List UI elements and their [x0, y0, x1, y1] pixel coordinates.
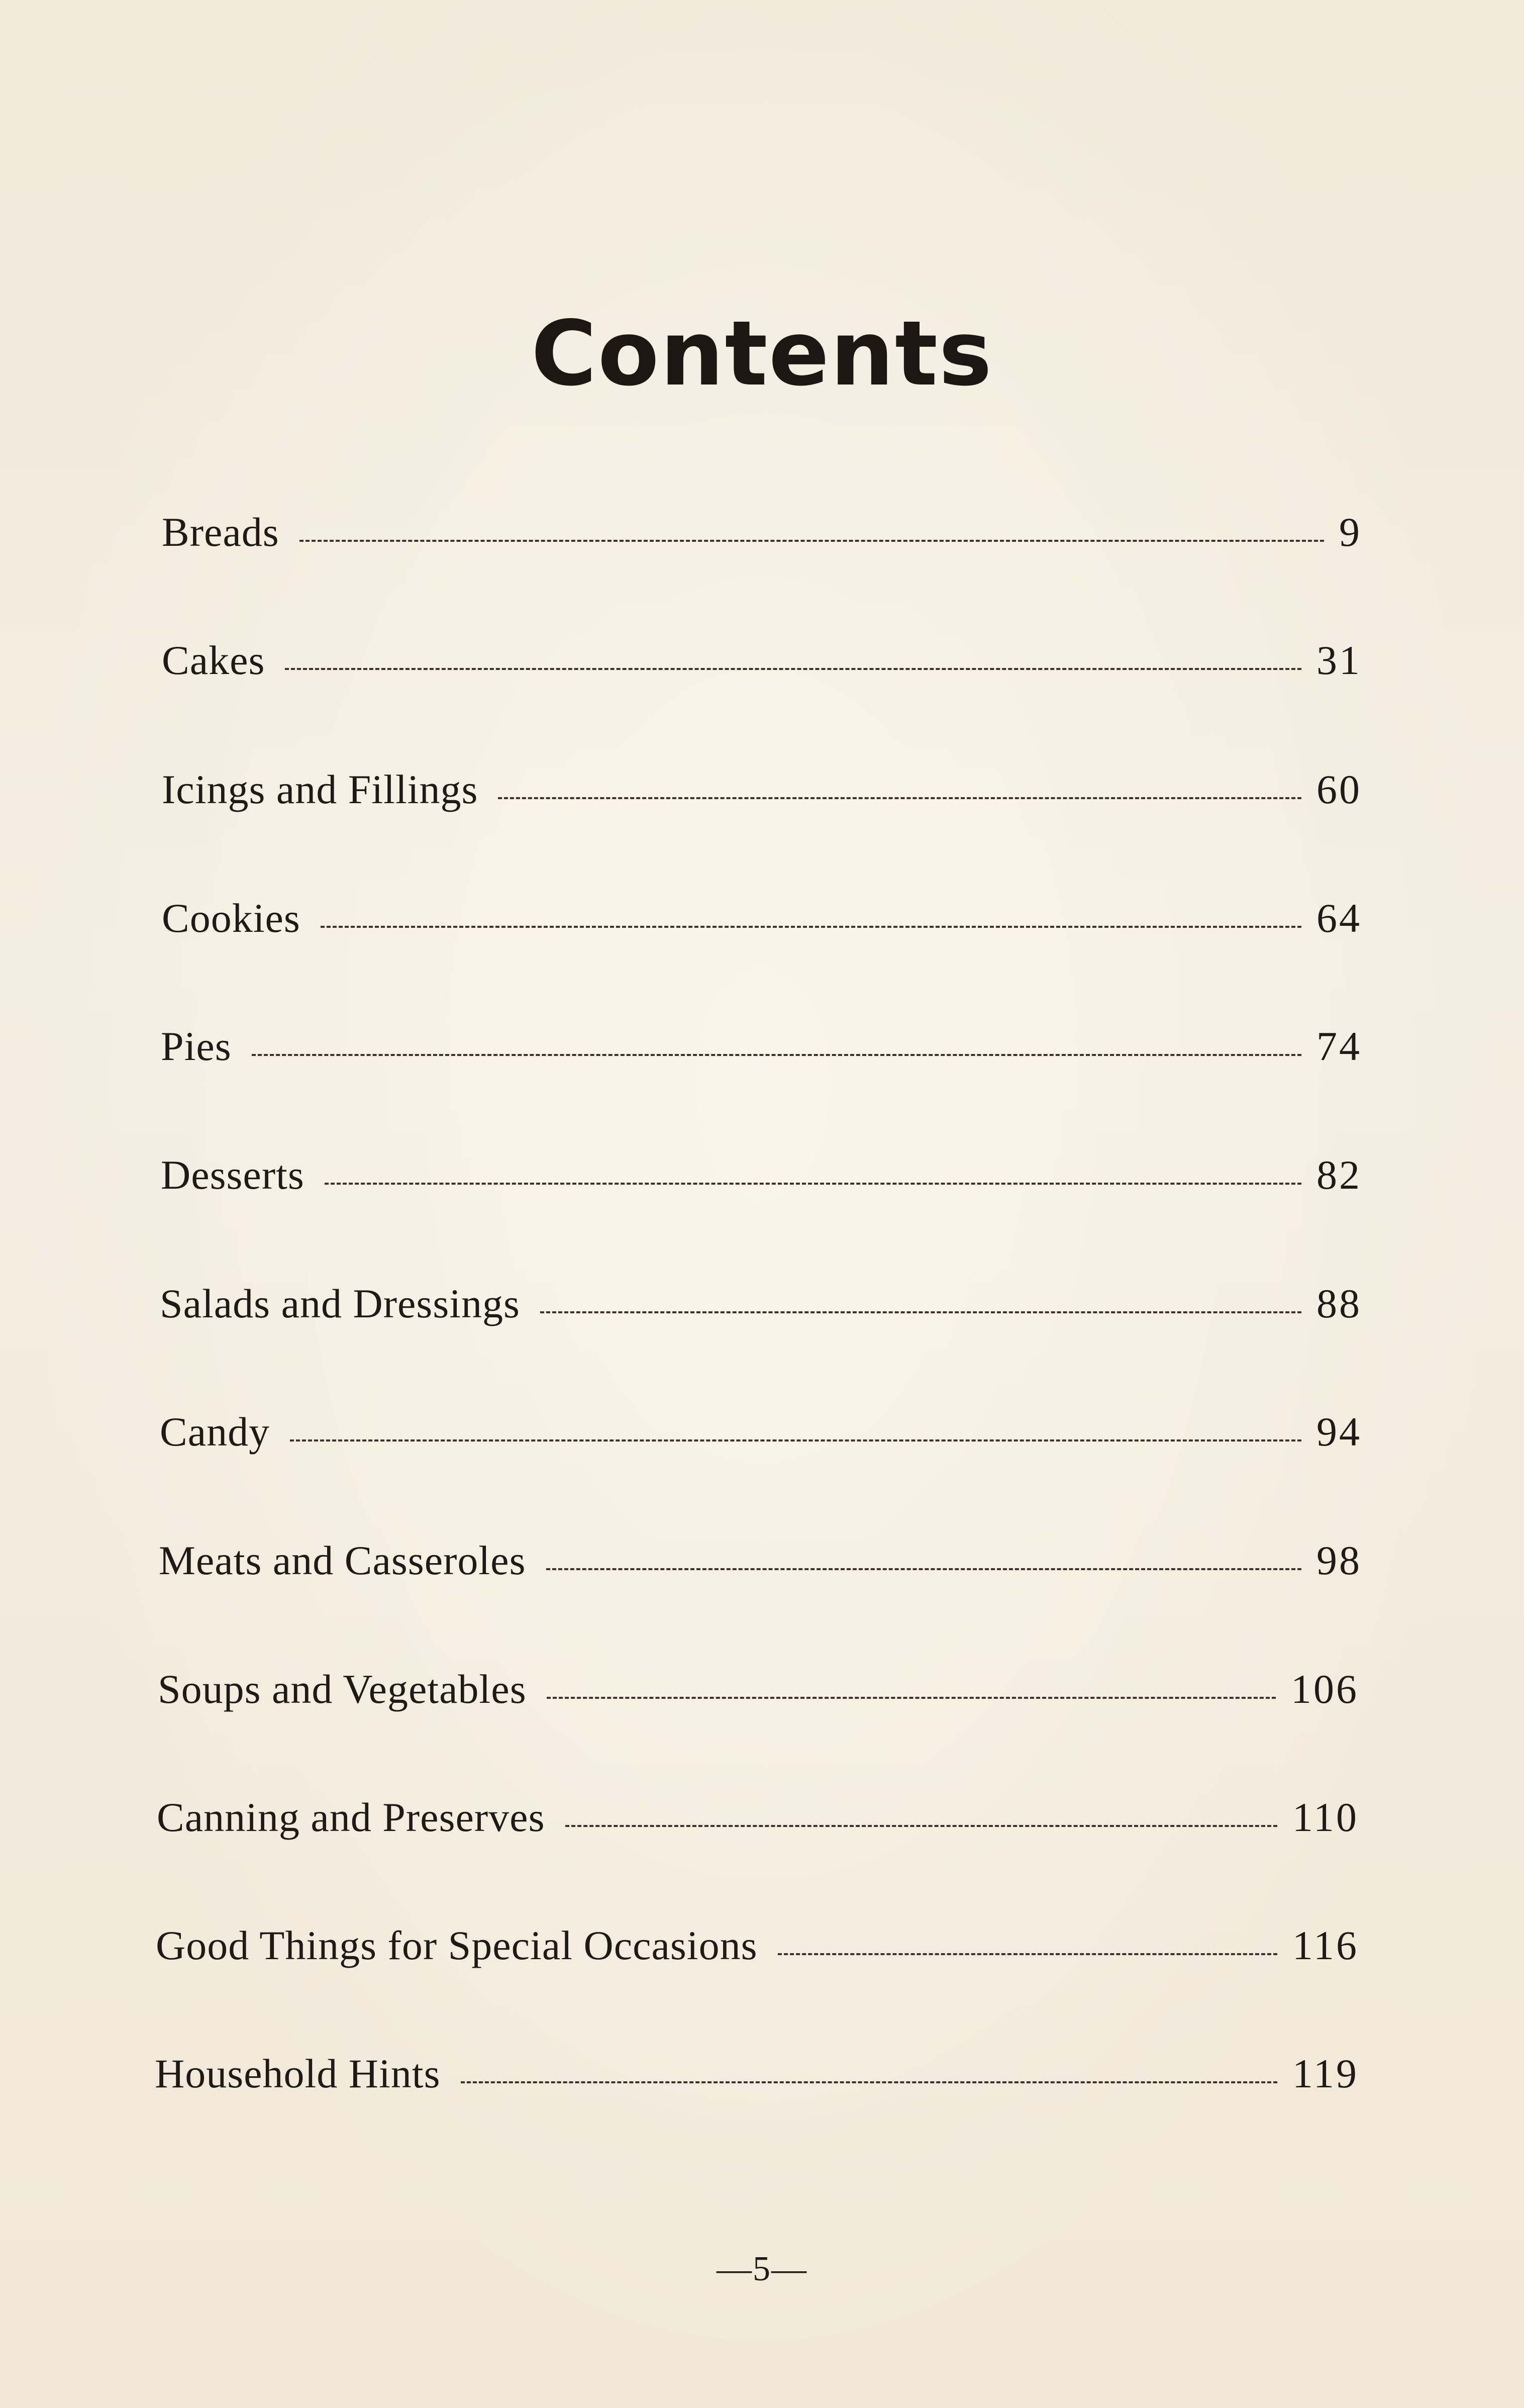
toc-entry — [157, 1794, 1359, 1840]
dot-leader — [461, 2081, 1278, 2083]
dot-leader — [546, 1568, 1302, 1570]
toc-entry-page-number: 110 — [1292, 1794, 1359, 1840]
toc-entry-label: Canning and Preserves — [157, 1794, 545, 1840]
dot-leader — [290, 1439, 1301, 1441]
toc-entry-label: Desserts — [161, 1152, 304, 1198]
toc-entry-page-number: 31 — [1316, 637, 1362, 683]
dot-leader — [299, 540, 1324, 542]
dot-leader — [498, 797, 1301, 799]
toc-entry-label: Candy — [160, 1409, 270, 1455]
toc-entry — [162, 766, 1362, 812]
toc-entry-page-number: 116 — [1292, 1922, 1359, 1968]
dot-leader — [547, 1697, 1276, 1699]
dot-leader — [252, 1054, 1301, 1056]
toc-entry — [158, 1666, 1359, 1712]
dot-leader — [565, 1825, 1278, 1827]
dot-leader — [321, 926, 1301, 928]
dot-leader — [325, 1183, 1301, 1185]
toc-entry — [162, 509, 1362, 555]
toc-entry — [160, 1283, 1362, 1324]
toc-entry-label: Pies — [161, 1023, 232, 1069]
toc-entry-label: Breads — [162, 509, 279, 555]
dot-leader — [285, 668, 1301, 670]
dot-leader — [778, 1953, 1278, 1955]
page-number-footer: —5— — [717, 2250, 807, 2288]
toc-entry — [159, 1537, 1362, 1583]
toc-entry-page-number: 88 — [1316, 1281, 1362, 1326]
page-title: Contents — [531, 302, 993, 406]
toc-entry — [162, 637, 1362, 683]
toc-entry-label: Salads and Dressings — [160, 1281, 520, 1326]
toc-entry — [155, 2053, 1359, 2094]
toc-entry-page-number: 9 — [1339, 509, 1362, 555]
toc-entry-page-number: 82 — [1316, 1152, 1362, 1198]
toc-entry — [156, 1922, 1359, 1968]
toc-entry-label: Good Things for Special Occasions — [156, 1922, 758, 1968]
toc-entry — [161, 1154, 1362, 1196]
toc-entry — [162, 895, 1362, 941]
toc-entry-page-number: 98 — [1316, 1537, 1362, 1583]
toc-entry-label: Icings and Fillings — [162, 766, 478, 812]
toc-entry-label: Household Hints — [155, 2051, 441, 2096]
toc-entry-page-number: 64 — [1316, 895, 1362, 941]
toc-entry — [160, 1411, 1362, 1453]
toc-entry-page-number: 60 — [1316, 766, 1362, 812]
toc-entry-page-number: 119 — [1292, 2051, 1359, 2096]
toc-entry-page-number: 106 — [1291, 1666, 1359, 1712]
toc-entry-label: Cookies — [162, 895, 300, 941]
toc-entry-label: Cakes — [162, 637, 265, 683]
toc-entry-label: Meats and Casseroles — [159, 1537, 526, 1583]
toc-entry-page-number: 74 — [1316, 1023, 1362, 1069]
toc-entry — [161, 1023, 1362, 1069]
dot-leader — [540, 1311, 1301, 1313]
toc-entry-label: Soups and Vegetables — [158, 1666, 527, 1712]
toc-entry-page-number: 94 — [1316, 1409, 1362, 1455]
